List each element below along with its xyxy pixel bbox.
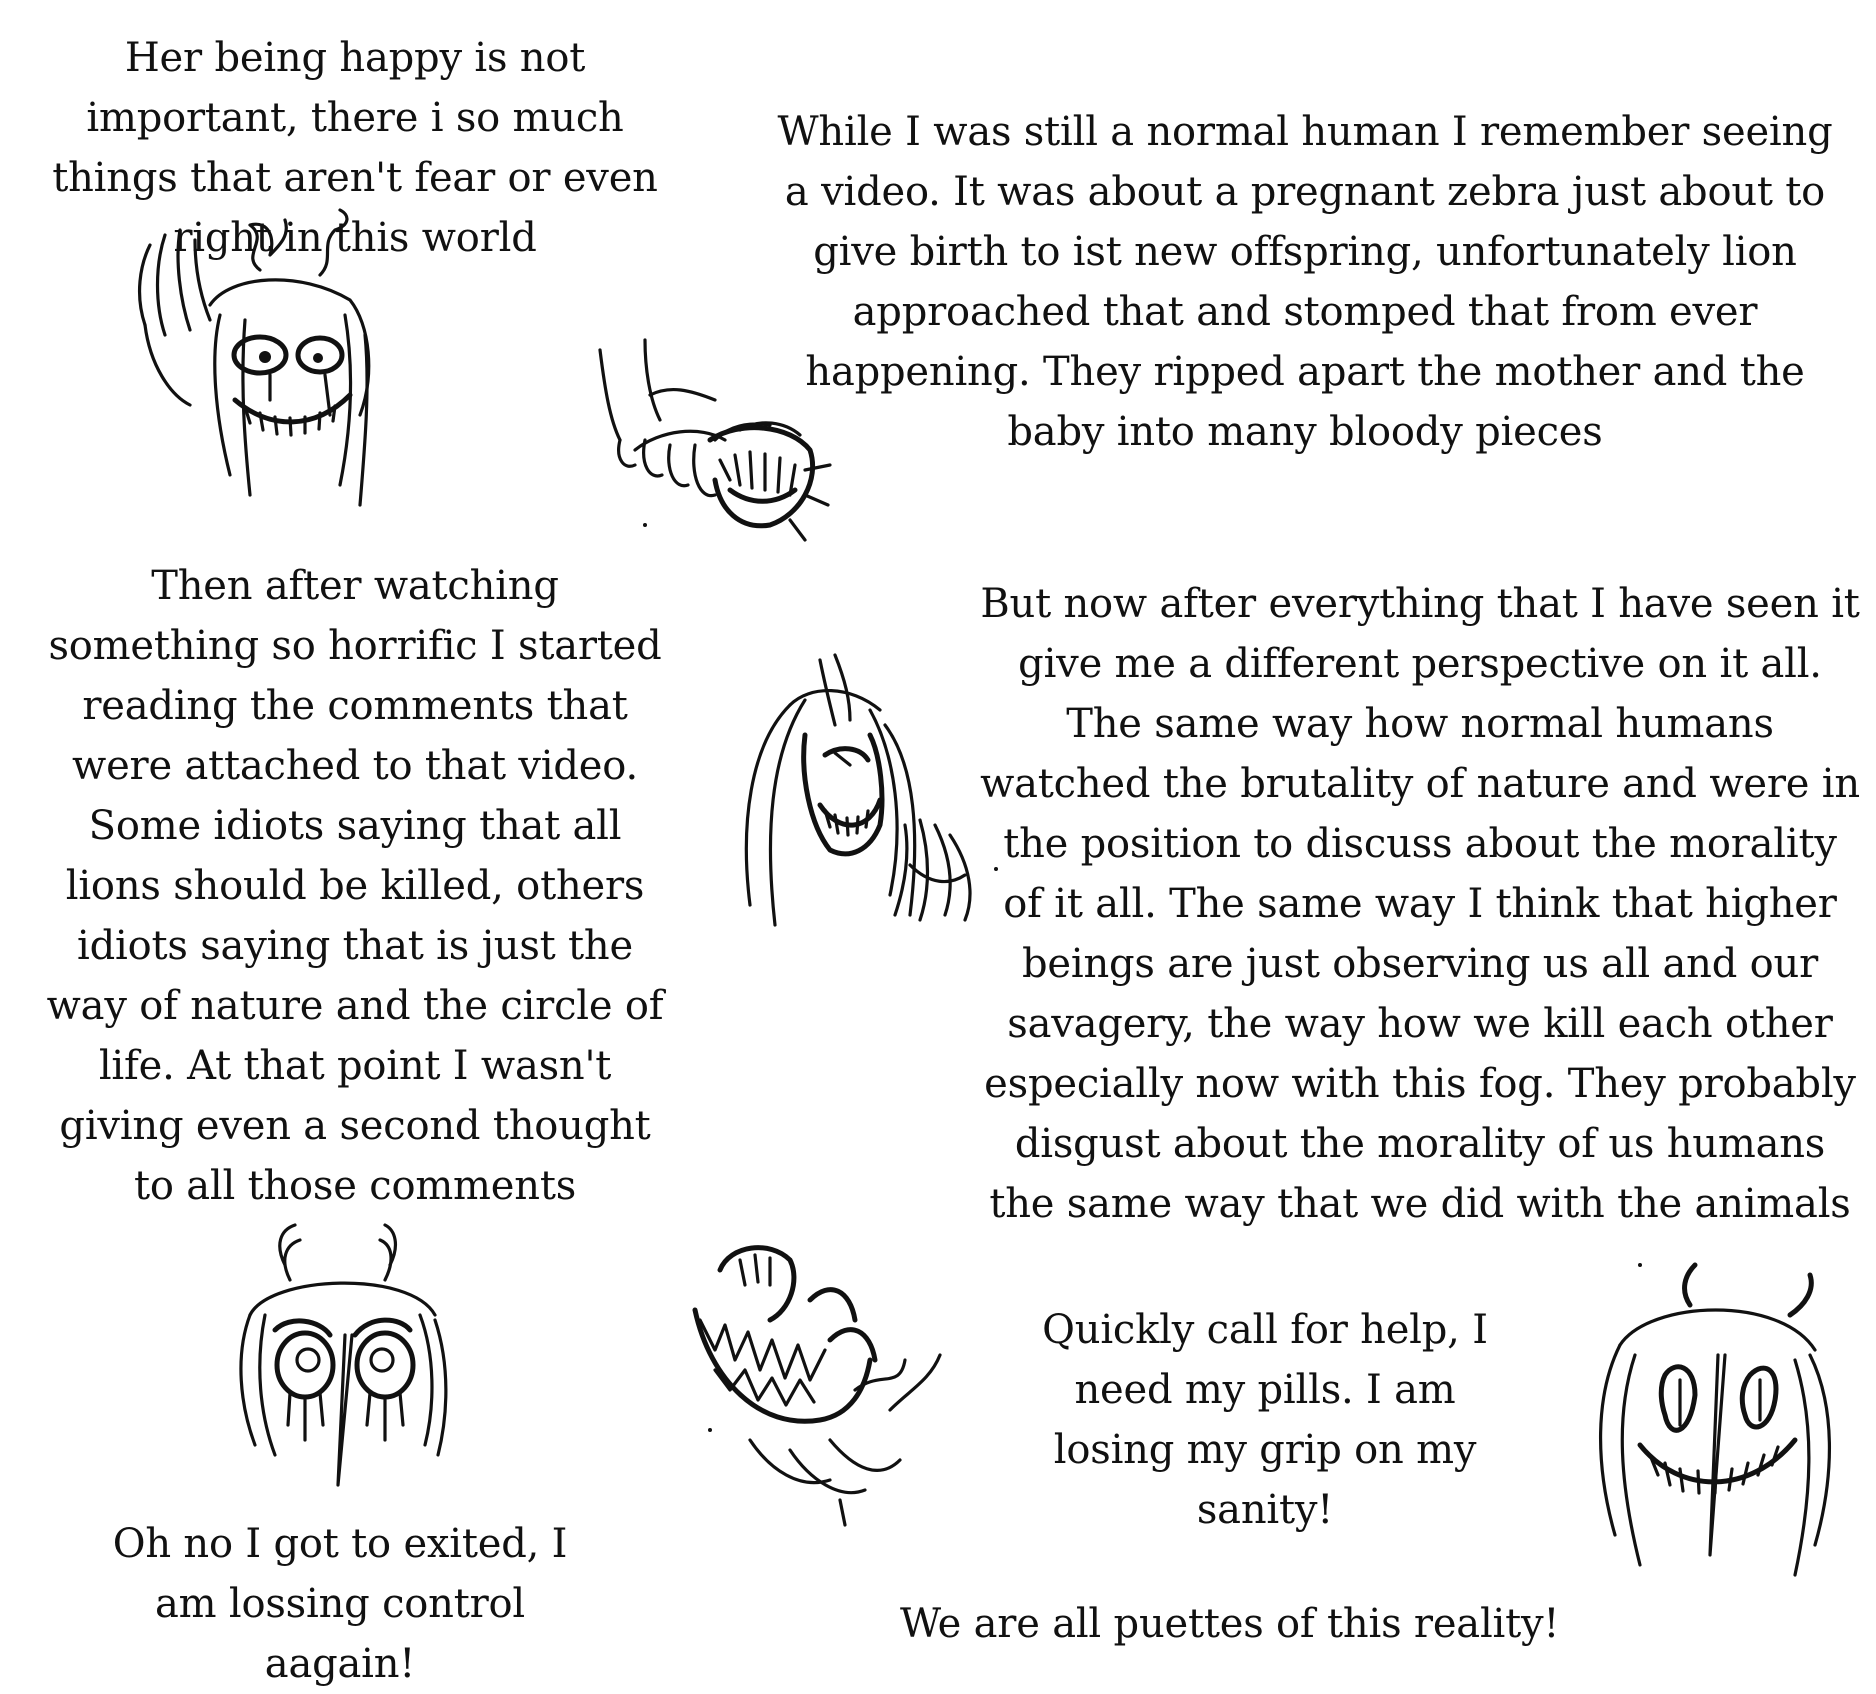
caption-zebra-story: While I was still a normal human I remember seeing a video. It was about a pregnant zebra just about to give birth to ist new offspring, unfortunately lion approached that and stomped that from ever happening. They ripped apart the mother and the baby into many bloody pieces bbox=[777, 109, 1833, 455]
horned-slit-eyed-grin-icon bbox=[1580, 1265, 1850, 1595]
caption-puppets: We are all puettes of this reality! bbox=[900, 1601, 1560, 1647]
caption-comments: Then after watching something so horrific I started reading the comments that were attached to that video. Some idiots saying that all lions should be killed, others idiots saying that is just the way of nature and the circle of life. At that point I wasn't giving even a second thought to all those comments bbox=[46, 563, 664, 1209]
distorted-grin-fragments-icon bbox=[690, 1240, 960, 1530]
hair-covered-grinning-face-icon bbox=[730, 655, 1000, 955]
horned-crying-face-icon bbox=[220, 1225, 470, 1525]
caption-losing-control: Oh no I got to exited, I am lossing control aagain! bbox=[112, 1521, 568, 1687]
caption-perspective: But now after everything that I have seen it give me a different perspective on it all. The same way how normal humans watched the brutality of nature and were in the position to discuss about the morality of it all. The same way I think that higher beings are just observing us all and our savagery, the way how we kill each other especially now with this fog. They probably disgust about the morality of us humans the same way that we did with the animals bbox=[980, 581, 1860, 1227]
caption-call-for-help: Quickly call for help, I need my pills. I am losing my grip on my sanity! bbox=[1042, 1307, 1488, 1533]
horned-face-clutching-head-icon bbox=[120, 215, 420, 515]
hand-crushing-face-icon bbox=[590, 330, 850, 550]
caption-intro: Her being happy is not important, there i so much things that aren't fear or even right in this world bbox=[52, 35, 658, 261]
